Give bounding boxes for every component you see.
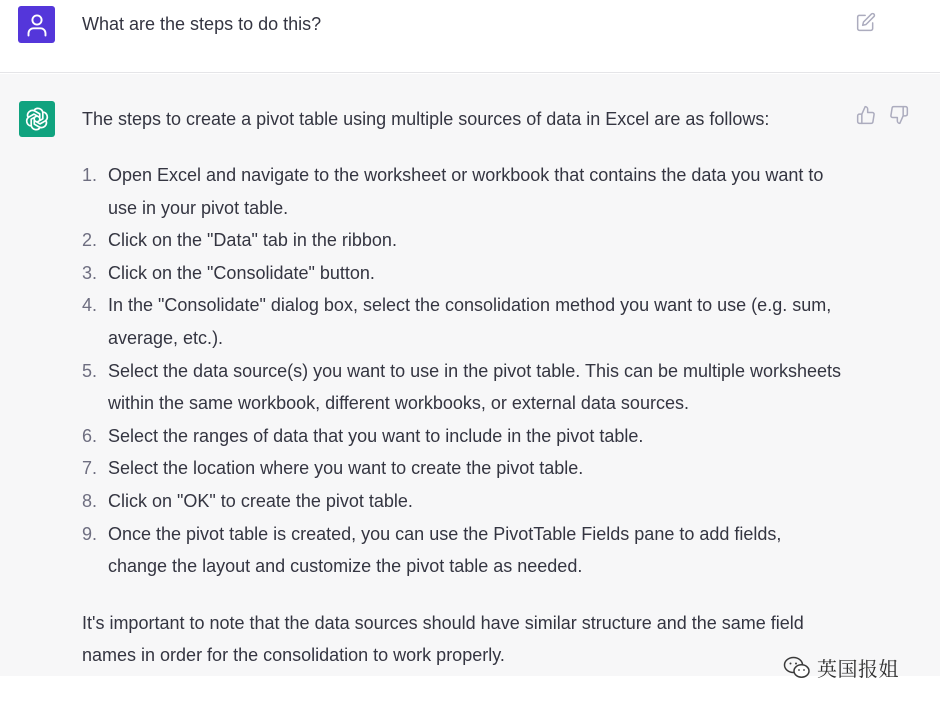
list-item xyxy=(82,159,842,224)
step-number: 1. xyxy=(82,165,98,185)
step-text: Open Excel and navigate to the worksheet or workbook that contains the data you want to use in your pivot table. xyxy=(108,165,824,218)
step-number: 4. xyxy=(82,295,98,316)
step-number: 8. xyxy=(82,490,98,511)
watermark-text: 英国报姐 xyxy=(817,657,899,681)
step-text: Select the location where you want to create the pivot table. xyxy=(108,458,584,479)
intro-text: The steps to create a pivot table using multiple sources of data in Excel are as follows: xyxy=(82,109,770,129)
list-item xyxy=(82,518,842,583)
list-item xyxy=(82,355,842,420)
user-message-text: What are the steps to do this? xyxy=(82,14,322,34)
step-number: 7. xyxy=(82,458,98,479)
edit-button[interactable] xyxy=(855,11,877,33)
step-number: 5. xyxy=(82,360,98,381)
assistant-message-row xyxy=(0,74,940,676)
list-item xyxy=(82,289,842,354)
step-number: 6. xyxy=(82,425,98,446)
openai-logo-icon xyxy=(24,106,50,132)
edit-icon xyxy=(856,12,876,32)
list-item xyxy=(82,452,842,485)
steps-list xyxy=(82,159,842,583)
watermark xyxy=(783,653,899,682)
list-item xyxy=(82,485,842,518)
list-item xyxy=(82,257,842,290)
list-item xyxy=(82,224,842,257)
step-number: 9. xyxy=(82,523,98,544)
step-number: 2. xyxy=(82,230,98,251)
step-text: Click on the "Consolidate" button. xyxy=(108,262,375,283)
step-text: Select the ranges of data that you want to include in the pivot table. xyxy=(108,425,644,446)
wechat-icon xyxy=(783,656,811,680)
thumbs-up-icon xyxy=(856,105,876,125)
assistant-avatar xyxy=(19,101,55,137)
step-text: In the "Consolidate" dialog box, select the consolidation method you want to use (e.g. sum, average, etc.). xyxy=(108,295,832,348)
thumbs-up-button[interactable] xyxy=(855,104,877,126)
step-number: 3. xyxy=(82,262,98,283)
user-avatar xyxy=(18,6,55,43)
list-item xyxy=(82,420,842,453)
user-message-row xyxy=(0,0,940,73)
thumbs-down-icon xyxy=(889,105,909,125)
closing-note: It's important to note that the data sources should have similar structure and the same field names in order for the consolidation to work properly. xyxy=(82,612,804,666)
step-text: Click on "OK" to create the pivot table. xyxy=(108,490,413,511)
step-text: Select the data source(s) you want to use in the pivot table. This can be multiple worksheets within the same workbook, different workbooks, or external data sources. xyxy=(108,360,842,414)
assistant-message-content xyxy=(82,105,842,672)
user-icon xyxy=(26,13,48,37)
step-text: Click on the "Data" tab in the ribbon. xyxy=(108,230,397,251)
thumbs-down-button[interactable] xyxy=(888,104,910,126)
step-text: Once the pivot table is created, you can use the PivotTable Fields pane to add fields, change the layout and customize the pivot table as needed. xyxy=(108,523,782,577)
